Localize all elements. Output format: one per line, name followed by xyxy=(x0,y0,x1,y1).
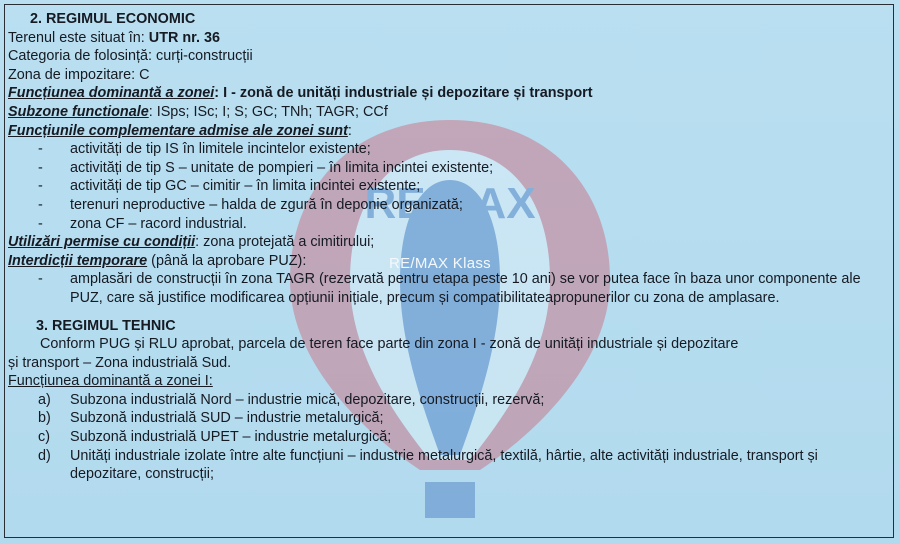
dash-bullet: - xyxy=(38,159,43,176)
lettered-item xyxy=(8,428,888,447)
document-content xyxy=(8,10,888,484)
terrain-line xyxy=(8,29,888,48)
subzones-label: Subzone functionale xyxy=(8,103,149,120)
conditional-value: : zona protejată a cimitirului; xyxy=(195,234,375,251)
lettered-item xyxy=(8,391,888,410)
item-letter: b) xyxy=(38,410,51,427)
section3-paragraph-line1: Conform PUG și RLU aprobat, parcela de teren face parte din zona I - zonă de unități industriale și depozitare xyxy=(40,336,739,353)
list-item-text: activități de tip GC – cimitir – în limita incintei existente; xyxy=(70,178,421,195)
lettered-item xyxy=(8,447,888,484)
tax-zone-line: Zona de impozitare: C xyxy=(8,66,150,83)
list-item xyxy=(8,196,888,215)
dash-bullet: - xyxy=(38,178,43,195)
dominant-value: : I - zonă de unități industriale și depozitare și transport xyxy=(214,85,593,102)
dash-bullet: - xyxy=(38,215,43,232)
terrain-value: UTR nr. 36 xyxy=(148,29,220,46)
dash-bullet: - xyxy=(38,141,43,158)
section2-title: 2. REGIMUL ECONOMIC xyxy=(30,11,196,27)
list-item-text: activități de tip S – unitate de pompieri – în limita incintei existente; xyxy=(70,159,494,176)
subzones-value: : ISps; ISc; I; S; GC; TNh; TAGR; CCf xyxy=(148,103,388,120)
item-letter: c) xyxy=(38,429,50,446)
dash-bullet: - xyxy=(38,196,43,213)
item-letter: a) xyxy=(38,391,51,408)
watermark-text: RE/MAX Klass xyxy=(389,255,491,272)
list-item xyxy=(8,270,888,307)
section3-dominant-heading: Funcțiunea dominantă a zonei I: xyxy=(8,373,213,390)
watermark-logo-letters: RE/MAX xyxy=(364,179,536,228)
item-text: Unități industriale izolate între alte funcțiuni – industrie metalurgică, textilă, hârtie, alte activități industriale, transport și depozitare, construcții; xyxy=(70,447,818,483)
temporary-value: (până la aprobare PUZ): xyxy=(147,252,307,269)
dominant-label: Funcțiunea dominantă a zonei xyxy=(8,85,215,102)
item-text: Subzonă industrială UPET – industrie metalurgică; xyxy=(70,429,392,446)
section3-title: 3. REGIMUL TEHNIC xyxy=(36,317,176,334)
dominant-line xyxy=(8,84,888,103)
list-item xyxy=(8,215,888,234)
item-text: Subzonă industrială SUD – industrie metalurgică; xyxy=(70,410,384,427)
temporary-label: Interdicții temporare xyxy=(8,252,148,269)
dash-bullet: - xyxy=(38,271,43,288)
list-item-text: zona CF – racord industrial. xyxy=(70,215,247,232)
list-item xyxy=(8,140,888,159)
lettered-item xyxy=(8,409,888,428)
terrain-prefix: Terenul este situat în: xyxy=(8,29,149,46)
complementary-label: Funcțiunile complementare admise ale zonei sunt xyxy=(8,122,348,139)
item-text: Subzona industrială Nord – industrie mică, depozitare, construcții, rezervă; xyxy=(70,391,545,408)
conditional-line xyxy=(8,233,888,252)
section3-paragraph-line2: și transport – Zona industrială Sud. xyxy=(8,354,232,371)
list-item xyxy=(8,159,888,178)
list-item-text: activități de tip IS în limitele incintelor existente; xyxy=(70,141,371,158)
category-line: Categoria de folosință: curți-construcții xyxy=(8,48,253,65)
list-item-text: amplasări de construcții în zona TAGR (rezervată pentru etapa peste 10 ani) se vor putea face în baza unor componente ale PUZ, care să justifice modificarea opțiunii inițiale, precum și compatibilitateapropunerilor cu zona de amplasare. xyxy=(70,271,861,306)
list-item xyxy=(8,177,888,196)
item-letter: d) xyxy=(38,447,51,464)
conditional-label: Utilizări permise cu condiții xyxy=(8,234,196,251)
complementary-colon: : xyxy=(347,122,352,139)
subzones-line xyxy=(8,103,888,122)
complementary-line xyxy=(8,122,888,141)
list-item-text: terenuri neproductive – halda de zgură în deponie organizată; xyxy=(70,196,463,213)
